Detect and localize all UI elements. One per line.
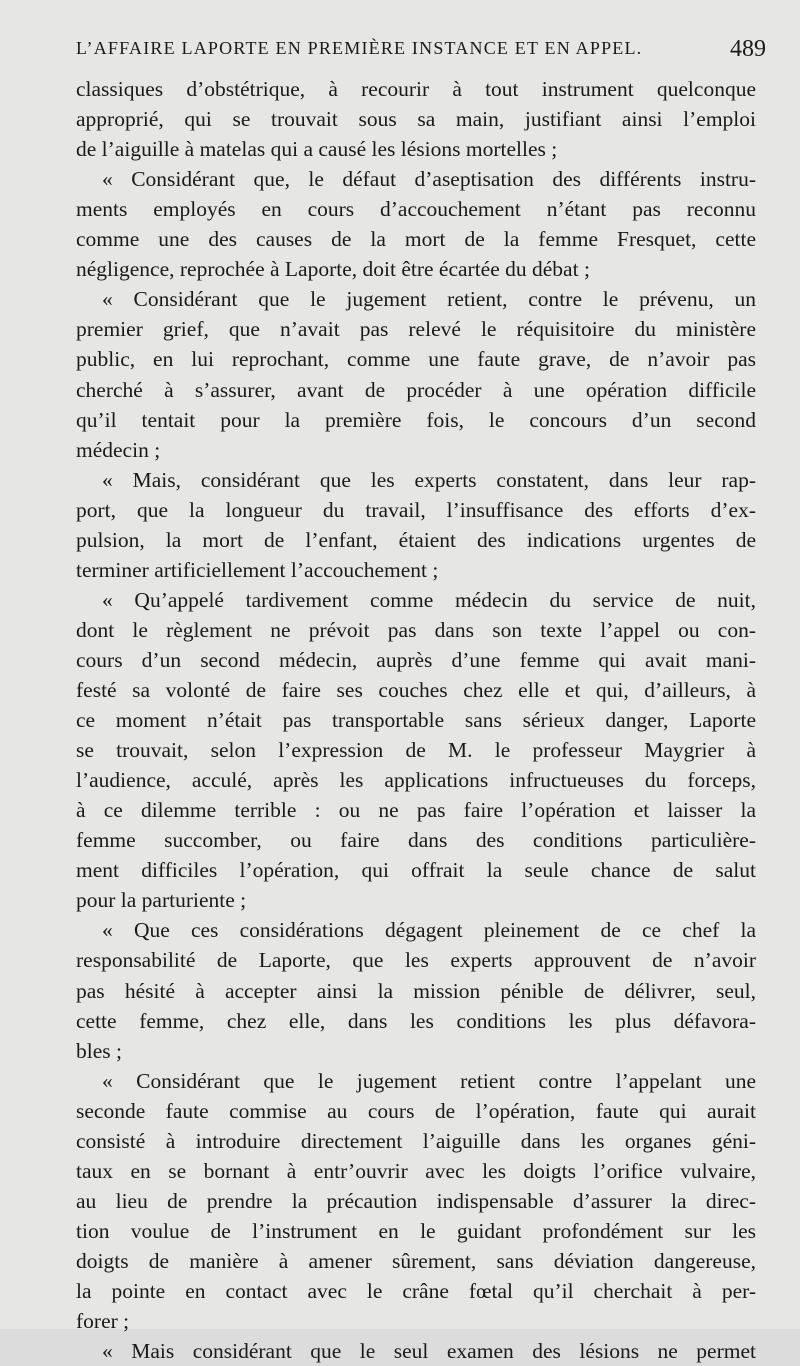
- text-line: seconde faute commise au cours de l’opération, faute qui aurait: [76, 1099, 756, 1123]
- text-line: « Considérant que le jugement retient contre l’appelant une: [102, 1069, 756, 1093]
- text-line: responsabilité de Laporte, que les experts approuvent de n’avoir: [76, 948, 756, 972]
- text-line: tion voulue de l’instrument en le guidant profondément sur les: [76, 1219, 756, 1243]
- page-number: 489: [730, 36, 766, 62]
- text-line: l’audience, acculé, après les applications infructueuses du forceps,: [76, 768, 756, 792]
- text-line: cherché à s’assurer, avant de procéder à une opération difficile: [76, 378, 756, 402]
- page-header: [76, 36, 766, 68]
- text-line: doigts de manière à amener sûrement, sans déviation dangereuse,: [76, 1249, 756, 1273]
- text-line: « Qu’appelé tardivement comme médecin du service de nuit,: [102, 588, 756, 612]
- text-line: approprié, qui se trouvait sous sa main, justifiant ainsi l’emploi: [76, 107, 756, 131]
- text-line: taux en se bornant à entr’ouvrir avec les doigts l’orifice vulvaire,: [76, 1159, 756, 1183]
- text-line: comme une des causes de la mort de la femme Fresquet, cette: [76, 227, 756, 251]
- text-line: port, que la longueur du travail, l’insuffisance des efforts d’ex-: [76, 498, 756, 522]
- text-line: au lieu de prendre la précaution indispensable d’assurer la direc-: [76, 1189, 756, 1213]
- text-line: à ce dilemme terrible : ou ne pas faire l’opération et laisser la: [76, 798, 756, 822]
- text-line: pulsion, la mort de l’enfant, étaient des indications urgentes de: [76, 528, 756, 552]
- text-line: négligence, reprochée à Laporte, doit être écartée du débat ;: [76, 257, 590, 281]
- text-line: pour la parturiente ;: [76, 888, 247, 912]
- text-line: consisté à introduire directement l’aiguille dans les organes géni-: [76, 1129, 756, 1153]
- text-line: femme succomber, ou faire dans des conditions particulière-: [76, 828, 756, 852]
- text-line: « Mais considérant que le seul examen des lésions ne permet: [102, 1339, 756, 1363]
- text-line: cette femme, chez elle, dans les conditions les plus défavora-: [76, 1009, 756, 1033]
- text-line: bles ;: [76, 1039, 122, 1063]
- text-line: ment difficiles l’opération, qui offrait la seule chance de salut: [76, 858, 756, 882]
- text-line: se trouvait, selon l’expression de M. le professeur Maygrier à: [76, 738, 756, 762]
- text-line: la pointe en contact avec le crâne fœtal qu’il cherchait à per-: [76, 1279, 756, 1303]
- text-line: forer ;: [76, 1309, 130, 1333]
- running-head: L’AFFAIRE LAPORTE EN PREMIÈRE INSTANCE ET EN APPEL.: [76, 38, 643, 58]
- text-line: dont le règlement ne prévoit pas dans son texte l’appel ou con-: [76, 618, 756, 642]
- text-line: « Que ces considérations dégagent pleinement de ce chef la: [102, 918, 756, 942]
- text-line: médecin ;: [76, 438, 161, 462]
- text-line: « Considérant que le jugement retient, contre le prévenu, un: [102, 287, 756, 311]
- text-line: festé sa volonté de faire ses couches chez elle et qui, d’ailleurs, à: [76, 678, 756, 702]
- text-line: cours d’un second médecin, auprès d’une femme qui avait mani-: [76, 648, 756, 672]
- text-line: premier grief, que n’avait pas relevé le réquisitoire du ministère: [76, 317, 756, 341]
- text-line: « Mais, considérant que les experts constatent, dans leur rap-: [102, 468, 756, 492]
- text-line: public, en lui reprochant, comme une faute grave, de n’avoir pas: [76, 347, 756, 371]
- text-line: terminer artificiellement l’accouchement ;: [76, 558, 439, 582]
- text-line: pas hésité à accepter ainsi la mission pénible de délivrer, seul,: [76, 979, 756, 1003]
- text-line: « Considérant que, le défaut d’aseptisation des différents instru-: [102, 167, 756, 191]
- text-line: classiques d’obstétrique, à recourir à tout instrument quelconque: [76, 77, 756, 101]
- text-line: qu’il tentait pour la première fois, le concours d’un second: [76, 408, 756, 432]
- text-line: ce moment n’était pas transportable sans sérieux danger, Laporte: [76, 708, 756, 732]
- text-line: ments employés en cours d’accouchement n’étant pas reconnu: [76, 197, 756, 221]
- text-line: de l’aiguille à matelas qui a causé les lésions mortelles ;: [76, 137, 558, 161]
